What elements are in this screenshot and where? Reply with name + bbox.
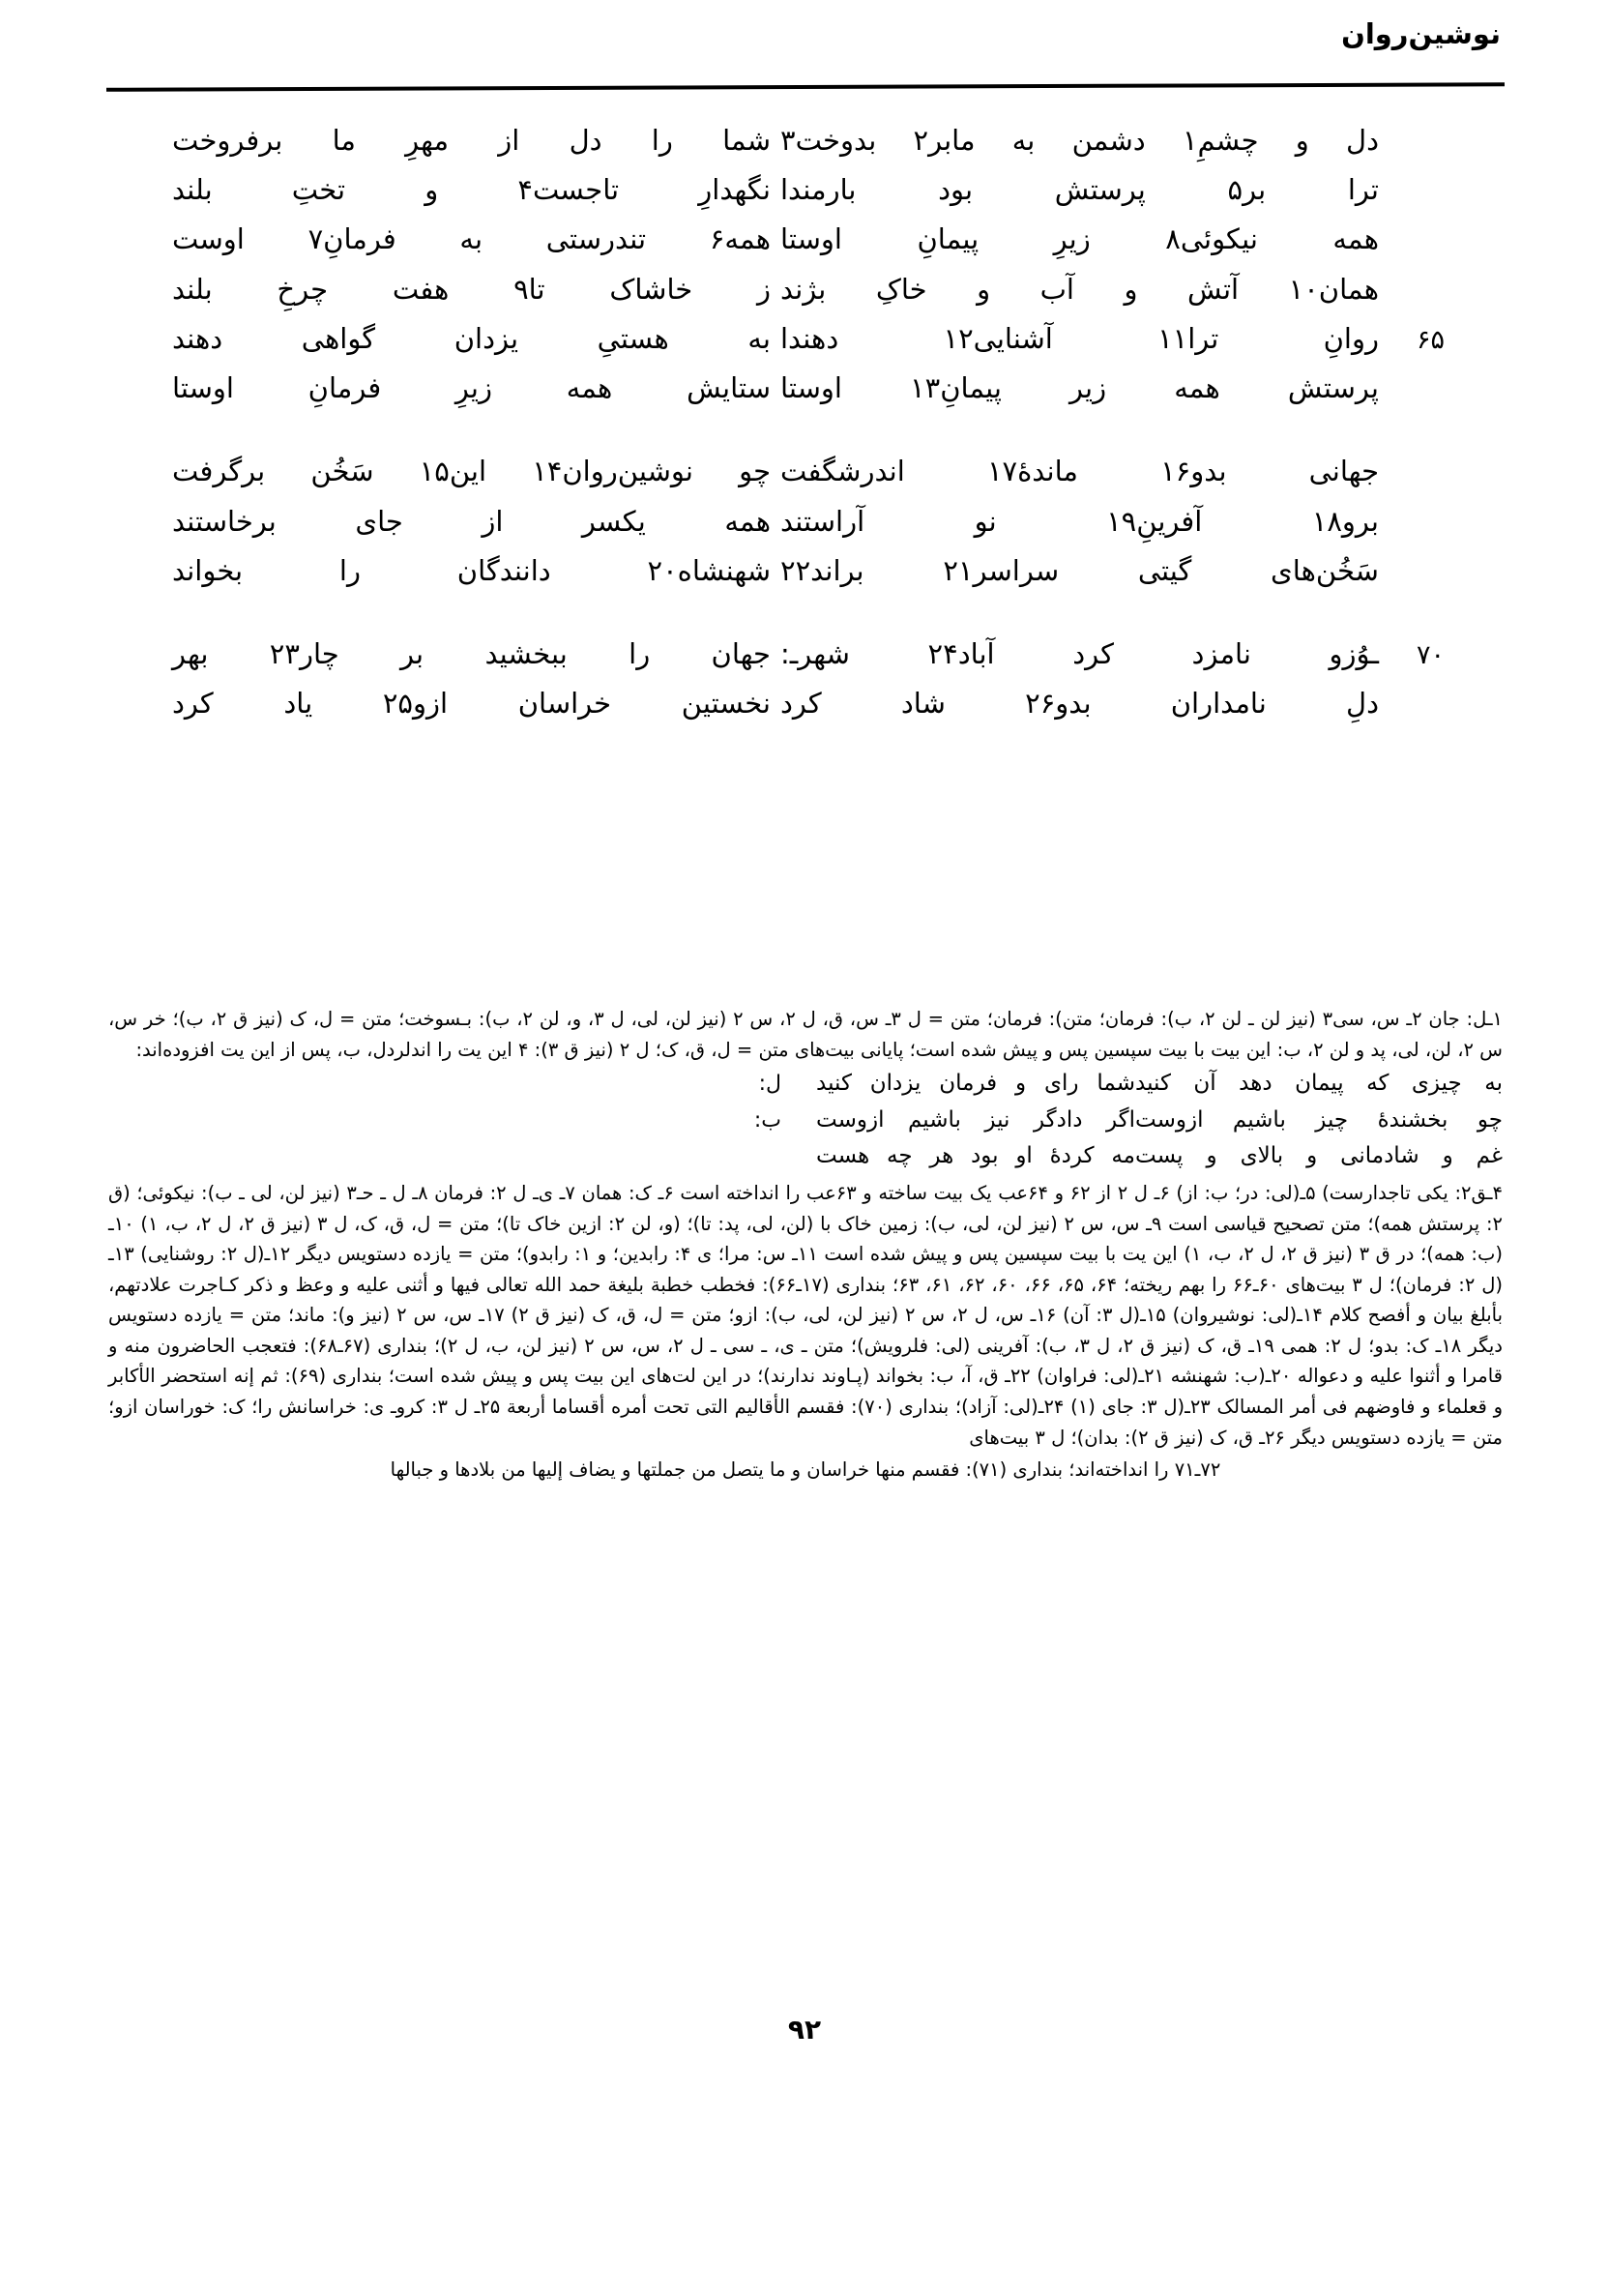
hemistich-left: ترا بر۵ پرستش بود بارمندا <box>780 173 1379 207</box>
verse-number: ۷۰ <box>1416 639 1445 670</box>
hemistich-right: به هستیِ یزدان گواهی دهند <box>172 321 771 355</box>
verse-line <box>172 504 1445 538</box>
verse-line <box>172 553 1445 587</box>
hemistich-right: جهان را ببخشید بر چار۲۳ بهر <box>172 636 771 670</box>
apparatus-inset-couplets <box>108 1071 1503 1170</box>
hemistich-right: ستایش همه زیرِ فرمانِ اوستا <box>172 371 771 405</box>
hemistich-right: چو نوشین‌روان۱۴ این۱۵ سَخُن برگرفت <box>172 455 771 488</box>
hemistich-right: نخستین خراسان ازو۲۵ یاد کرد <box>172 687 771 721</box>
inset-manuscript-sigil: ب: <box>753 1107 781 1133</box>
hemistich-left: جهانی بدو۱۶ ماندهٔ۱۷ اندرشگفت <box>780 455 1379 488</box>
inset-hemistich-right: شما رای و فرمان یزدان کنید <box>816 1071 1135 1097</box>
verse-line <box>172 371 1445 405</box>
inset-hemistich-left: چو بخشندهٔ چیز باشیم ازوست <box>1135 1106 1503 1133</box>
inset-verse-line <box>108 1143 1503 1170</box>
inset-verse-line <box>108 1071 1503 1098</box>
verse-line <box>172 455 1445 488</box>
hemistich-left: روانِ ترا۱۱ آشنایی۱۲ دهندا <box>780 321 1379 355</box>
verse-line <box>172 687 1445 721</box>
verse-line <box>172 173 1445 207</box>
hemistich-left: دلِ نامداران بدو۲۶ شاد کرد <box>780 687 1379 721</box>
inset-hemistich-left: غم و شادمانی و بالای و پست <box>1135 1143 1503 1169</box>
hemistich-left: سَخُن‌های گیتی سراسر۲۱ براند۲۲ <box>780 553 1379 587</box>
verse-block <box>172 124 1445 721</box>
hemistich-right: همه یکسر از جای برخاستند <box>172 504 771 538</box>
verse-line <box>172 272 1445 306</box>
verse-line <box>172 321 1445 355</box>
verse-line <box>172 222 1445 256</box>
hemistich-right: همه۶ تندرستی به فرمانِ۷ اوست <box>172 222 771 256</box>
hemistich-left: همه نیکوئی۸ زیرِ پیمانِ اوستا <box>780 222 1379 256</box>
hemistich-left: دل و چشمِ۱ دشمن به مابر۲ بدوخت۳ <box>780 124 1380 157</box>
inset-hemistich-left: به چیزی که پیمان دهد آن کنید <box>1135 1071 1503 1097</box>
hemistich-left: برو۱۸ آفرینِ۱۹ نو آراستند <box>780 504 1379 538</box>
inset-hemistich-right: مه کردهٔ او بود هر چه هست <box>816 1143 1135 1169</box>
stanza <box>172 124 1445 405</box>
apparatus-paragraph-3: ۷۲ـ۷۱ را انداخته‌اند؛ بنداری (۷۱): فقسم منها خراسان و ما یتصل من جملتها و یضاف إلیها من بلادها و جبالها <box>390 1458 1221 1482</box>
inset-manuscript-sigil: ل: <box>758 1072 781 1097</box>
hemistich-left: همان۱۰ آتش و آب و خاکِ بژند <box>780 272 1379 306</box>
hemistich-right: نگهدارِ تاجست۴ و تختِ بلند <box>172 173 771 207</box>
stanza <box>172 455 1445 587</box>
running-head: نوشین‌روان <box>1341 17 1501 50</box>
hemistich-left: پرستش همه زیر پیمانِ۱۳ اوستا <box>780 371 1379 405</box>
verse-line <box>172 124 1445 157</box>
stanza <box>172 636 1445 721</box>
inset-verse-line <box>108 1107 1503 1134</box>
header-rule <box>106 82 1505 92</box>
verse-line <box>172 636 1445 670</box>
hemistich-right: شما را دل از مهرِ ما برفروخت <box>172 124 771 157</box>
verse-number: ۶۵ <box>1416 324 1445 355</box>
critical-apparatus <box>108 1004 1503 1487</box>
hemistich-left: ـوُزو نامزد کرد آباد۲۴ شهرـ: <box>780 636 1379 670</box>
hemistich-right: شهنشاه۲۰ دانندگان را بخواند <box>172 553 771 587</box>
folio-number: ۹۲ <box>787 2014 822 2046</box>
hemistich-right: ز خاشاک تا۹ هفت چرخِ بلند <box>172 272 772 306</box>
apparatus-paragraph-2: ۴ـق۲: یکی تاجدارست) ۵ـ(لی: در؛ ب: از) ۶ـ ل ۲ از ۶۲ و ۶۴عب یک بیت ساخته و ۶۳عب را انداخته است ۶ـ ک: همان ۷ـ ی‌ـ ل ۲: فرمان ۸ـ ل ـ حـ۳ (نیز لن، لی ـ ب): نیکوئی؛ (ق ۲: پرستش همه)؛ متن تصحیح قیاسی است ۹ـ س، س ۲ (نیز لن، لی، ب): زمین خاک با (لن، لی، پد: تا)؛ (و، لن ۲: ازین خاک تا)؛ متن = ل، ق، ک، ل ۳ (نیز ق ۲، ل ۲، ب، ۱) ۱۰ـ (ب: همه)؛ در ق ۳ (نیز ق ۲، ل ۲، ب، ۱) این یت با بیت سپسین پس و پیش شده است ۱۱ـ س: مرا؛ ی ۴: رابدین؛ و ۱: رابدو)؛ متن = یازده دستویس دیگر ۱۲ـ(ل ۲: روشنایی) ۱۳ـ (ل ۲: فرمان)؛ ل ۳ بیت‌های ۶۰ـ۶۶ را بهم ریخته؛ ۶۴، ۶۵، ۶۶، ۶۰، ۶۲، ۶۱، ۶۳؛ بنداری (۱۷ـ۶۶): فخطب خطبة بلیغة حمد الله تعالی فیها و أثنی علیه و وعظ و ذکر کـاجرت علادتهم، بأبلغ بیان و أفصح کلام ۱۴ـ(لی: نوشیروان) ۱۵ـ(ل ۳: آن) ۱۶ـ س، ل ۲، س ۲ (نیز لن، لی، ب): ازو؛ متن = ل، ق، ک (نیز ق ۲) ۱۷ـ س، س ۲ (نیز و): ماند؛ متن = یازده دستویس دیگر ۱۸ـ ک: بدو؛ ل ۲: همی ۱۹ـ ق، ک (نیز ق ۲، ل ۳، ب): آفرینی (لی: فلرویش)؛ متن ـ ی، ـ سی ـ ل ۲، س، س ۲ (نیز لن، ب، ل ۲)؛ بنداری (۶۷ـ۶۸): فتعجب الحاضرون منه و قامرا و أثنوا علیه و دعواله ۲۰ـ(ب: شهنشه ۲۱ـ(لی: فراوان) ۲۲ـ ق، آ، ب: بخواند (پـاوند ندارند)؛ در این لت‌های این بیت پس و پیش شده است؛ بنداری (۶۹): ثم إنه استحضر الأکابر و قعلماء و فاوضهم فی أمر المسالک ۲۳ـ(ل ۳: جای (۱) ۲۴ـ(لی: آزاد)؛ بنداری (۷۰): فقسم الأقالیم التی تحت أمره أقساما أربعة ۲۵ـ ل ۳: کروـ ی: خراسانش را؛ ک: خوراسان ازو؛ متن = یازده دستویس دیگر ۲۶ـ ق، ک (نیز ق ۲): بدان)؛ ل ۳ بیت‌های <box>108 1181 1503 1449</box>
inset-hemistich-right: اگر دادگر نیز باشیم ازوست <box>816 1106 1135 1133</box>
apparatus-paragraph-1: ۱ـل: جان ۲ـ س، سی۳ (نیز لن ـ لن ۲، ب): فرمان؛ متن): فرمان؛ متن = ل ۳ـ س، ق، ل ۲، س ۲ (نیز لن، لی، ل ۳، و، لن ۲، ب): بـسوخت؛ متن = ل، ک (نیز ق ۲، ب)؛ خر س، س ۲، لن، لی، پد و لن ۲، ب: این بیت با بیت سپسین پس و پیش شده است؛ پایانی بیت‌های متن = ل، ق، ک؛ ل ۲ (نیز ق ۳): ۴ این یت را اندلردل، ب، پس از این یت افزوده‌اند: <box>108 1008 1504 1061</box>
